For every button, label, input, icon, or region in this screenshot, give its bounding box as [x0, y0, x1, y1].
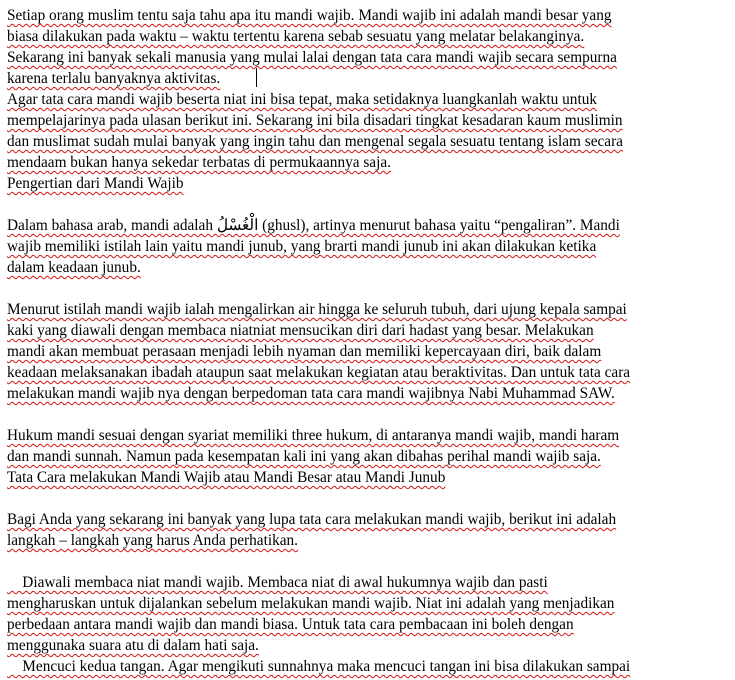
text-line: Bagi Anda yang sekarang ini banyak yang lupa tata cara melakukan mandi wajib, berikut ini adalah	[7, 511, 617, 528]
text-line: wajib memiliki istilah lain yaitu mandi junub, yang brarti mandi junub ini akan dilakukan ketika	[7, 238, 597, 255]
text-line: dalam keadaan junub.	[7, 259, 141, 276]
text-line: mandi akan membuat perasaan menjadi lebih nyaman dan memiliki kepercayaan diri, baik dalam	[7, 343, 602, 360]
text-line: melakukan mandi wajib nya dengan berpedoman tata cara mandi wajibnya Nabi Muhammad SAW.	[7, 385, 615, 402]
text-line: dan muslimat sudah mulai banyak yang ingin tahu dan mengenal segala sesuatu tentang islam secara	[7, 133, 623, 150]
text-line: mengharuskan untuk dijalankan sebelum melakukan mandi wajib. Niat ini adalah yang menjadikan	[7, 595, 615, 612]
text-line: Mencuci kedua tangan. Agar mengikuti sunnahnya maka mencuci tangan ini bisa dilakukan sampai	[7, 658, 631, 675]
text-line: Setiap orang muslim tentu saja tahu apa itu mandi wajib. Mandi wajib ini adalah mandi besar yang	[7, 7, 612, 24]
text-line: kaki yang diawali dengan membaca niatniat mensucikan diri dari hadast yang besar. Melakukan	[7, 322, 594, 339]
section-heading: Pengertian dari Mandi Wajib	[7, 175, 184, 192]
text-line: mempelajarinya pada ulasan berikut ini. Sekarang ini bila disadari tingkat kesadaran kaum muslimin	[7, 112, 623, 129]
text-line: Hukum mandi sesuai dengan syariat memiliki three hukum, di antaranya mandi wajib, mandi haram	[7, 427, 620, 444]
text-line: biasa dilakukan pada waktu – waktu tertentu karena sebab sesuatu yang melatar belakanginya.	[7, 28, 585, 45]
text-line: dan mandi sunnah. Namun pada kesempatan kali ini yang akan dibahas perihal mandi wajib saja.	[7, 448, 601, 465]
section-heading: Tata Cara melakukan Mandi Wajib atau Mandi Besar atau Mandi Junub	[7, 469, 446, 486]
text-line: Menurut istilah mandi wajib ialah mengalirkan air hingga ke seluruh tubuh, dari ujung kepala sampai	[7, 301, 627, 318]
text-line: perbedaan antara mandi wajib dan mandi biasa. Untuk tata cara pembacaan ini boleh dengan	[7, 616, 574, 633]
text-line: karena terlalu banyaknya aktivitas.	[7, 70, 221, 87]
text-line: Dalam bahasa arab, mandi adalah الْغُسْلُ (ghusl), artinya menurut bahasa yaitu “pengaliran”. Mandi	[7, 217, 620, 234]
text-line: mendaam bukan hanya sekedar terbatas di permukaannya saja.	[7, 154, 391, 171]
text-line: Agar tata cara mandi wajib beserta niat ini bisa tepat, maka setidaknya luangkanlah waktu untuk	[7, 91, 597, 108]
text-line: Diawali membaca niat mandi wajib. Membaca niat di awal hukumnya wajib dan pasti	[7, 574, 548, 591]
text-line: menggunaka suara atu di dalam hati saja.	[7, 637, 259, 654]
text-line: keadaan melaksanakan ibadah ataupun saat melakukan kegiatan atau beraktivitas. Dan untuk tata cara	[7, 364, 631, 381]
text-line: Sekarang ini banyak sekali manusia yang mulai lalai dengan tata cara mandi wajib secara sempurna	[7, 49, 617, 66]
text-cursor	[256, 68, 257, 87]
text-line: langkah – langkah yang harus Anda perhatikan.	[7, 532, 298, 549]
